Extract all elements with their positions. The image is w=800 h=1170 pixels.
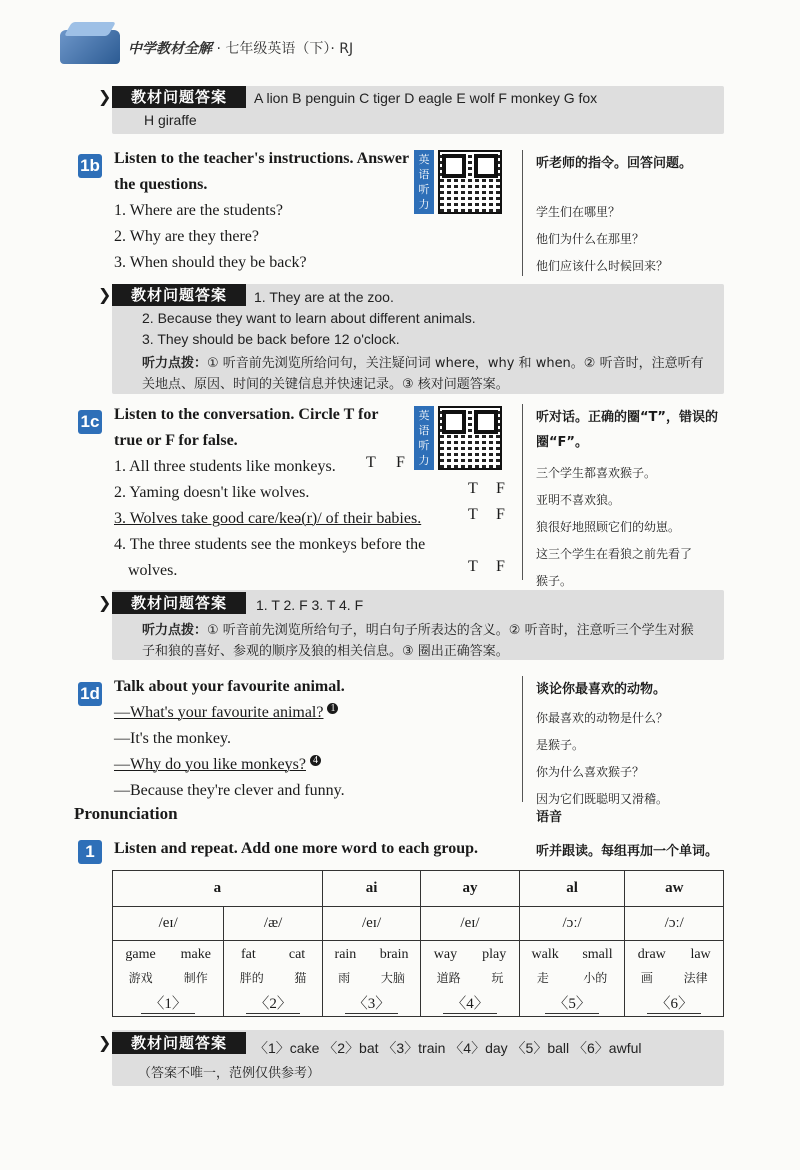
question-item: 3. When should they be back? (114, 254, 307, 271)
table-head: ai (322, 871, 420, 907)
listening-label: 英语听力 (414, 406, 434, 470)
word: game (125, 947, 156, 962)
blank-number[interactable]: 〈3〉 (345, 992, 399, 1014)
word-zh: 法律 (683, 971, 708, 985)
zh-item: 他们应该什么时候回来？ (536, 259, 669, 273)
section-title: true or F for false. (114, 432, 238, 449)
section-1d-text (114, 674, 514, 804)
word: small (582, 947, 613, 962)
true-option[interactable]: T (468, 558, 478, 575)
word-zh: 猫 (294, 971, 307, 985)
zh-column (536, 678, 668, 807)
word: law (690, 947, 711, 962)
section-badge: 1 (78, 840, 102, 864)
tip-label: 听力点拨： (142, 356, 208, 371)
word: way (433, 947, 458, 962)
zh-item: 学生们在哪里？ (536, 205, 621, 219)
phoneme-cell: /eɪ/ (113, 907, 224, 941)
book-title: 七年级英语（下）· RJ (225, 41, 354, 57)
zh-item: 猴子。 (536, 574, 573, 588)
statement-item: 3. Wolves take good care/keə(r)/ of their babies. (114, 510, 422, 527)
divider (522, 150, 523, 276)
false-option[interactable]: F (396, 454, 405, 471)
word-cell (113, 941, 224, 1017)
zh-title: 圈“F”。 (536, 435, 588, 450)
word-cell (519, 941, 625, 1017)
zh-column (536, 406, 736, 589)
blank-number[interactable]: 〈5〉 (545, 992, 599, 1014)
word-zh: 雨 (338, 971, 351, 985)
statement-item: 1. All three students like monkeys. (114, 458, 336, 475)
table-head: a (113, 871, 323, 907)
blank-number[interactable]: 〈2〉 (246, 992, 300, 1014)
word: brain (379, 947, 409, 962)
phoneme-cell: /æ/ (224, 907, 322, 941)
tip-line: ① 听音前先浏览所给句子，明白句子所表达的含义。② 听音时，注意听三个学生对猴 (207, 623, 694, 638)
zh-item: 因为它们既聪明又滑稽。 (536, 792, 669, 806)
page-header (128, 38, 353, 58)
tip-text (142, 619, 694, 638)
word-zh: 大脑 (380, 971, 405, 985)
pronunciation-heading: Pronunciation (74, 804, 178, 823)
answer-text: 〈1〉cake 〈2〉bat 〈3〉train 〈4〉day 〈5〉ball 〈6〉awful (254, 1040, 642, 1056)
word-zh: 走 (536, 971, 549, 985)
zh-item: 亚明不喜欢狼。 (536, 493, 621, 507)
section-title: Listen and repeat. Add one more word to each group. (114, 840, 479, 857)
word-zh: 小的 (583, 971, 608, 985)
false-option[interactable]: F (496, 480, 505, 497)
listening-label: 英语听力 (414, 150, 434, 214)
word: draw (637, 947, 666, 962)
tip-line: 子和狼的喜好、参观的顺序及狼的相关信息。③ 圈出正确答案。 (142, 644, 509, 659)
tip-line: ① 听音前先浏览所给问句，关注疑问词 where，why 和 when。② 听音时，注意听有 (207, 356, 704, 371)
answer-tag: ❯ 教材问题答案 (112, 1032, 246, 1054)
section-badge: 1c (78, 410, 102, 434)
word-zh: 玩 (491, 971, 504, 985)
zh-column (536, 152, 692, 274)
question-item: 2. Why are they there? (114, 228, 259, 245)
table-head: al (519, 871, 625, 907)
zh-item: 是猴子。 (536, 738, 585, 752)
tip-text (142, 352, 704, 371)
answer-tag: ❯ 教材问题答案 (112, 592, 246, 614)
dialogue-line: —Because they're clever and funny. (114, 782, 345, 799)
word: walk (531, 947, 559, 962)
word-zh: 道路 (436, 971, 461, 985)
answer-tag: ❯ 教材问题答案 (112, 284, 246, 306)
answer-box-1c (112, 590, 724, 660)
blank-number[interactable]: 〈4〉 (443, 992, 497, 1014)
dialogue-line: —What's your favourite animal? 1 (114, 700, 514, 726)
true-option[interactable]: T (468, 480, 478, 497)
table-head: aw (625, 871, 724, 907)
zh-item: 三个学生都喜欢猴子。 (536, 466, 657, 480)
zh-item: 这三个学生在看狼之前先看了 (536, 547, 693, 561)
tip-line: 关地点、原因、时间的关键信息并快速记录。③ 核对问题答案。 (142, 377, 509, 392)
note-icon: 1 (327, 703, 338, 714)
answer-box-1a (112, 86, 724, 134)
answer-text: 3. They should be back before 12 o'clock. (142, 331, 400, 347)
answer-box-1 (112, 1030, 724, 1086)
word: rain (334, 947, 357, 962)
zh-item: 他们为什么在那里？ (536, 232, 645, 246)
word-zh: 游戏 (128, 971, 153, 985)
zh-title: 谈论你最喜欢的动物。 (536, 682, 667, 697)
qr-code-icon[interactable] (438, 406, 502, 470)
phoneme-cell: /eɪ/ (421, 907, 519, 941)
divider (522, 676, 523, 802)
qr-block[interactable] (414, 150, 502, 214)
word: play (482, 947, 507, 962)
dialogue-line: —Why do you like monkeys? 4 (114, 752, 514, 778)
answer-box-1b (112, 284, 724, 394)
zh-title: 听对话。正确的圈“T”，错误的 (536, 410, 718, 425)
divider (522, 404, 523, 580)
word: make (180, 947, 211, 962)
section-title: Listen to the teacher's instructions. Answer (114, 150, 410, 167)
zh-title: 听老师的指令。回答问题。 (536, 156, 693, 171)
answer-tag: ❯ 教材问题答案 (112, 86, 246, 108)
word-cell (322, 941, 420, 1017)
section-badge: 1b (78, 154, 102, 178)
word-zh: 画 (640, 971, 653, 985)
false-option[interactable]: F (496, 506, 505, 523)
zh-item: 你为什么喜欢猴子？ (536, 765, 645, 779)
answer-text: 1. They are at the zoo. (254, 289, 394, 305)
phonics-table (112, 870, 724, 1017)
section-title: Talk about your favourite animal. (114, 678, 345, 695)
word-cell (224, 941, 322, 1017)
word-cell (625, 941, 724, 1017)
series-title: 中学教材全解 (128, 41, 212, 57)
answer-text: H giraffe (144, 112, 197, 128)
false-option[interactable]: F (496, 558, 505, 575)
phoneme-cell: /eɪ/ (322, 907, 420, 941)
note-icon: 4 (310, 755, 321, 766)
section-title: the questions. (114, 176, 208, 193)
dialogue-line: —It's the monkey. (114, 730, 231, 747)
tip-label: 听力点拨： (142, 623, 208, 638)
word: fat (240, 947, 256, 962)
answer-note: （答案不唯一，范例仅供参考） (138, 1066, 321, 1081)
word-zh: 胖的 (239, 971, 264, 985)
pronunciation-heading-zh: 语音 (536, 810, 563, 825)
statement-item: wolves. (128, 562, 178, 579)
answer-text: 1. T 2. F 3. T 4. F (256, 597, 364, 613)
statement-item: 2. Yaming doesn't like wolves. (114, 484, 310, 501)
phoneme-cell: /ɔː/ (519, 907, 625, 941)
answer-text: 2. Because they want to learn about different animals. (142, 310, 476, 326)
section-title: Listen to the conversation. Circle T for (114, 406, 379, 423)
section-1b-text (114, 146, 414, 276)
qr-code-icon[interactable] (438, 150, 502, 214)
section-badge: 1d (78, 682, 102, 706)
answer-text: A lion B penguin C tiger D eagle E wolf F monkey G fox (254, 90, 598, 106)
zh-title: 听并跟读。每组再加一个单词。 (536, 844, 719, 859)
question-item: 1. Where are the students? (114, 202, 283, 219)
true-option[interactable]: T (468, 506, 478, 523)
word: cat (288, 947, 306, 962)
word-zh: 制作 (183, 971, 208, 985)
true-option[interactable]: T (366, 454, 376, 471)
phoneme-cell: /ɔː/ (625, 907, 724, 941)
header-sep: · (216, 41, 221, 57)
word-cell (421, 941, 519, 1017)
statement-item: 4. The three students see the monkeys before the (114, 536, 426, 553)
zh-item: 你最喜欢的动物是什么？ (536, 711, 669, 725)
book-logo-icon (60, 30, 120, 64)
blank-number[interactable]: 〈1〉 (141, 992, 195, 1014)
qr-block[interactable] (414, 406, 502, 470)
zh-item: 狼很好地照顾它们的幼崽。 (536, 520, 681, 534)
blank-number[interactable]: 〈6〉 (647, 992, 701, 1014)
table-head: ay (421, 871, 519, 907)
